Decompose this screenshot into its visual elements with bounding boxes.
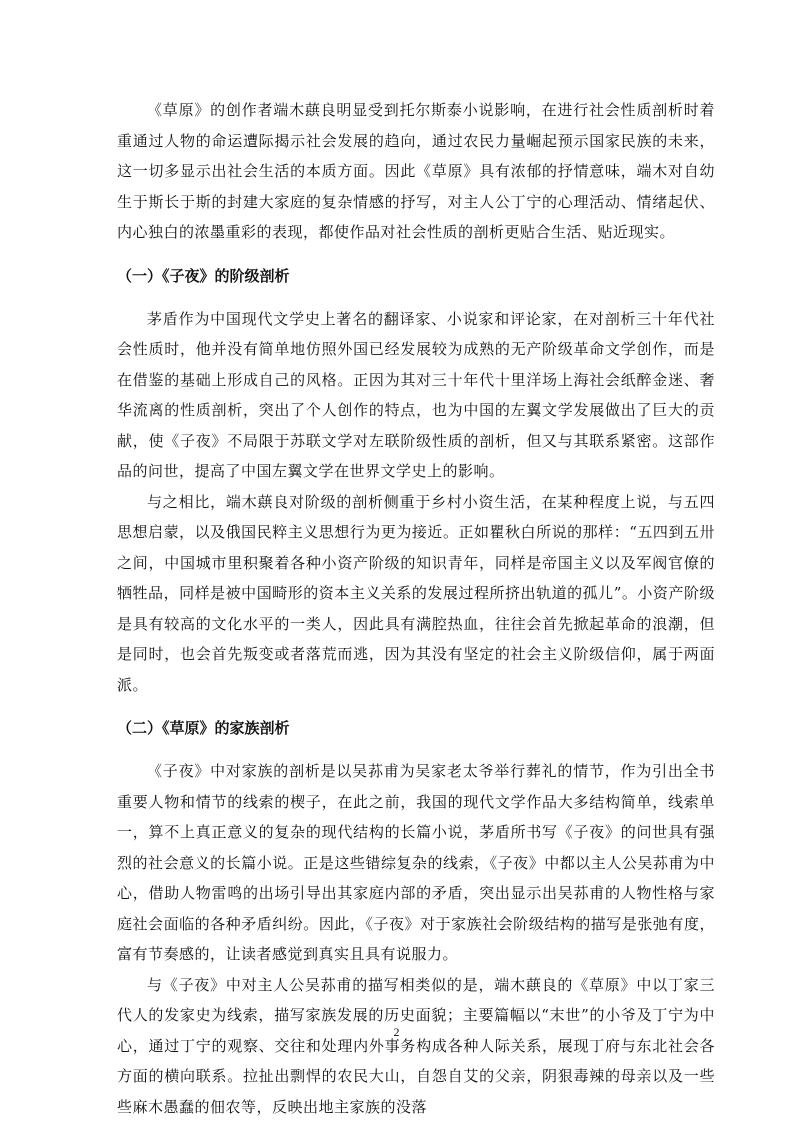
- paragraph-caoyuan-intro: 《草原》的创作者端木蕻良明显受到托尔斯泰小说影响，在进行社会性质剖析时着重通过人物的命运遭际揭示社会发展的趋向，通过农民力量崛起预示国家民族的未来，这一切多显示出社会生活的本质方面。因此《草原》具有浓郁的抒情意味，端木对自幼生于斯长于斯的封建大家庭的复杂情感的抒写，对主人公丁宁的心理活动、情绪起伏、内心独白的浓墨重彩的表现，都使作品对社会性质的剖析更贴合生活、贴近现实。: [117, 101, 715, 241]
- page-number: 2: [393, 1025, 400, 1039]
- document-body: [117, 95, 715, 1122]
- paragraph-ziye-family: 《子夜》中对家族的剖析是以吴荪甫为吴家老太爷举行葬礼的情节，作为引出全书重要人物和情节的线索的楔子，在此之前，我国的现代文学作品大多结构简单，线索单一，算不上真正意义的复杂的现代结构的长篇小说，茅盾所书写《子夜》的问世具有强烈的社会意义的长篇小说。正是这些错综复杂的线索，《子夜》中都以主人公吴荪甫为中心，借助人物雷鸣的出场引导出其家庭内部的矛盾，突出显示出吴荪甫的人物性格与家庭社会面临的各种矛盾纠纷。因此，《子夜》对于家族社会阶级结构的描写是张弛有度，富有节奏感的，让读者感觉到真实且具有说服力。: [117, 762, 715, 963]
- paragraph-caoyuan-family: 与《子夜》中对主人公吴荪甫的描写相类似的是，端木蕻良的《草原》中以丁家三代人的发家史为线索，描写家族发展的历史面貌；主要篇幅以“末世”的小爷及丁宁为中心，通过丁宁的观察、交往和处理内外事务构成各种人际关系，展现丁府与东北社会各方面的横向联系。拉扯出剽悍的农民大山，自怨自艾的父亲，阴狠毒辣的母亲以及一些些麻木愚蠢的佃农等，反映出地主家族的没落: [117, 975, 715, 1116]
- section-heading-ziye-class: （一）《子夜》的阶级剖析: [117, 266, 290, 285]
- paragraph-maodun: 茅盾作为中国现代文学史上著名的翻译家、小说家和评论家，在对剖析三十年代社会性质时，他并没有简单地仿照外国已经发展较为成熟的无产阶级革命文学创作，而是在借鉴的基础上形成自己的风格。正因为其对三十年代十里洋场上海社会纸醉金迷、奢华流离的性质剖析，突出了个人创作的特点，也为中国的左翼文学发展做出了巨大的贡献，使《子夜》不局限于苏联文学对左联阶级性质的剖析，但又与其联系紧密。这部作品的问世，提高了中国左翼文学在世界文学史上的影响。: [117, 309, 715, 480]
- section-heading-caoyuan-family: （二）《草原》的家族剖析: [117, 719, 290, 737]
- paragraph-duanmu-class: 与之相比，端木蕻良对阶级的剖析侧重于乡村小资生活，在某种程度上说，与五四思想启蒙，以及俄国民粹主义思想行为更为接近。正如瞿秋白所说的那样：“五四到五卅之间，中国城市里积聚着各种小资产阶级的知识青年，同样是帝国主义以及军阀官僚的牺牲品，同样是被中国畸形的资本主义关系的发展过程所挤出轨道的孤儿”。小资产阶级是具有较高的文化水平的一类人，因此具有满腔热血，往往会首先掀起革命的浪潮，但是同时，也会首先叛变或者落荒而逃，因为其没有坚定的社会主义阶级信仰，属于两面派。: [117, 492, 715, 694]
